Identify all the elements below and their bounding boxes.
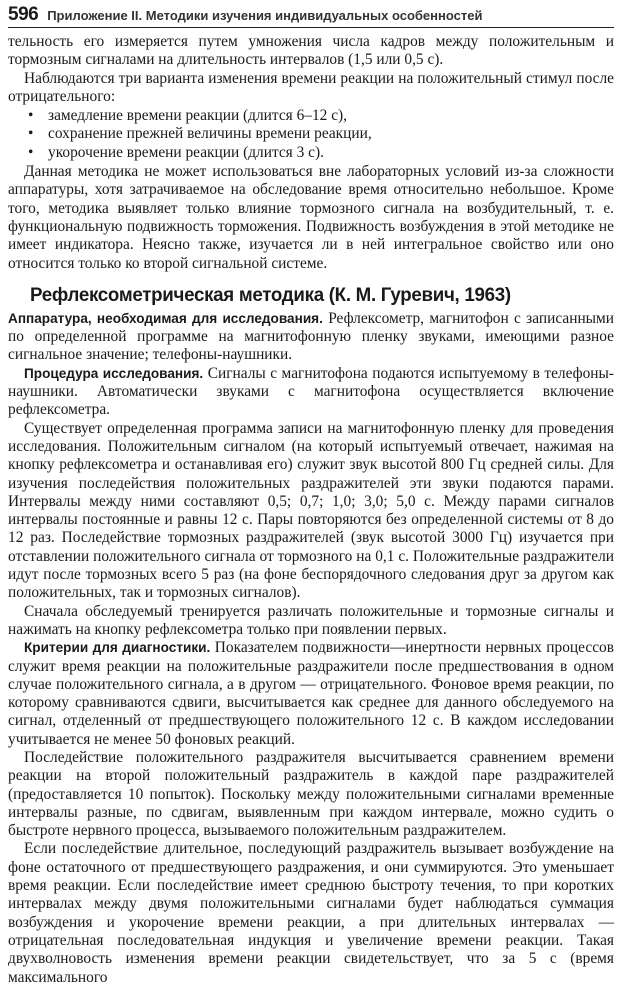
paragraph-aftereffect: Последействие положительного раздражителя высчитывается сравнением времени реакции на второй положительный раздражитель в каждой паре раздражителей (предоставляется 10 попыток). Поскольку между положительными сигналами временные интервалы разные, по сдвигам, выявленным при каждом интервале, можно судить о быстроте нервного процесса, вызываемого положительным раздражителем. bbox=[8, 748, 614, 840]
list-item-text: замедление времени реакции (длится 6–12 с), bbox=[48, 107, 348, 125]
paragraph-criteria bbox=[8, 639, 614, 749]
variants-list bbox=[8, 107, 614, 162]
bullet-icon: • bbox=[28, 143, 34, 161]
paragraph-limitations: Данная методика не может использоваться вне лабораторных условий из-за сложности аппаратуры, хотя затрачиваемое на обследование время относительно небольшое. Кроме того, методика выявляет только влияние тормозного сигнала на возбудительный, т. е. функциональную подвижность торможения. Подвижность возбуждения в этой методике не имеет индикатора. Неясно также, изучается ли в ней интегральное свойство или оно относится только ко второй сигнальной системе. bbox=[8, 163, 614, 272]
list-item-text: укорочение времени реакции (длится 3 с). bbox=[48, 143, 324, 161]
paragraph-procedure bbox=[8, 365, 614, 420]
criteria-lead: Критерии для диагностики. bbox=[24, 640, 211, 656]
procedure-text: Сигналы с магнитофона подаются испытуемому в телефоны-наушники. Автоматически звуками с магнитофона осуществляется включение рефлексометра. bbox=[8, 364, 614, 419]
section-title: Рефлексометрическая методика (К. М. Гуревич, 1963) bbox=[30, 283, 511, 306]
page-body bbox=[8, 33, 614, 987]
page-header bbox=[8, 4, 614, 28]
apparatus-lead: Аппаратура, необходимая для исследования. bbox=[8, 310, 323, 326]
list-item bbox=[28, 125, 614, 143]
list-item bbox=[28, 144, 614, 162]
bullet-icon: • bbox=[28, 107, 34, 125]
running-head: Приложение II. Методики изучения индивидуальных особенностей bbox=[47, 8, 483, 23]
apparatus-text: Рефлексометр, магнитофон с записанными по определенной программе на магнитофонную пленку звуками, имеющими разное сигнальное значение; телефоны-наушники. bbox=[8, 309, 615, 364]
list-item bbox=[28, 107, 614, 125]
page-number: 596 bbox=[8, 4, 39, 25]
paragraph-program: Существует определенная программа записи на магнитофонную пленку для проведения исследования. Положительным сигналом (на который испытуемый отвечает, нажимая на кнопку рефлексометра и останавливая его) служит звук высотой 800 Гц средней силы. Для изучения последействия положительных раздражителей эти звуки подаются парами. Интервалы между ними составляют 0,5; 0,7; 1,0; 3,0; 5,0 с. Между парами сигналов интервалы постоянные и равны 12 с. Пары повторяются без определенной системы от 8 до 12 раз. Последействие тормозных раздражителей (звук высотой 3000 Гц) изучается при отставлении положительного сигнала от тормозного на 0,1 с. Положительные раздражители идут после тормозных всего 5 раз (на фоне беспорядочного следования друг за другом как положительных, так и тормозных сигналов). bbox=[8, 419, 614, 602]
procedure-lead: Процедура исследования. bbox=[24, 365, 204, 381]
paragraph-apparatus bbox=[8, 310, 614, 365]
bullet-icon: • bbox=[28, 125, 34, 143]
list-item-text: сохранение прежней величины времени реакции, bbox=[48, 125, 372, 143]
paragraph-training: Сначала обследуемый тренируется различать положительные и тормозные сигналы и нажимать на кнопку рефлексометра только при появлении первых. bbox=[8, 602, 614, 638]
paragraph-variants-intro: Наблюдаются три варианта изменения времени реакции на положительный стимул после отрицательного: bbox=[8, 69, 614, 105]
paragraph-continuation: тельность его измеряется путем умножения числа кадров между положительным и тормозным сигналами на длительность интервалов (1,5 или 0,5 с). bbox=[8, 33, 614, 69]
paragraph-long-aftereffect: Если последействие длительное, последующий раздражитель вызывает возбуждение на фоне остаточного от предшествующего раздражения, и они суммируются. Это уменьшает время реакции. Если последействие имеет среднюю быстроту течения, то при коротких интервалах между двумя положительными сигналами будет наблюдаться суммация возбуждения и укорочение времени реакции, а при длительных интервалах — отрицательная последовательная индукция и увеличение времени реакции. Такая двухволновость изменения времени реакции свидетельствует, что за 5 с (время максимального bbox=[8, 840, 614, 986]
criteria-text: Показателем подвижности—инертности нервных процессов служит время реакции на положительные раздражители после предшествования в одном случае положительного сигнала, а в другом — отрицательного. Фоновое время реакции, по которому сравниваются сдвиги, высчитывается как среднее для данного обследуемого на сигнал, отделенный от предшествующего положительного 12 с. В каждом исследовании учитывается не менее 50 фоновых реакций. bbox=[8, 639, 615, 748]
